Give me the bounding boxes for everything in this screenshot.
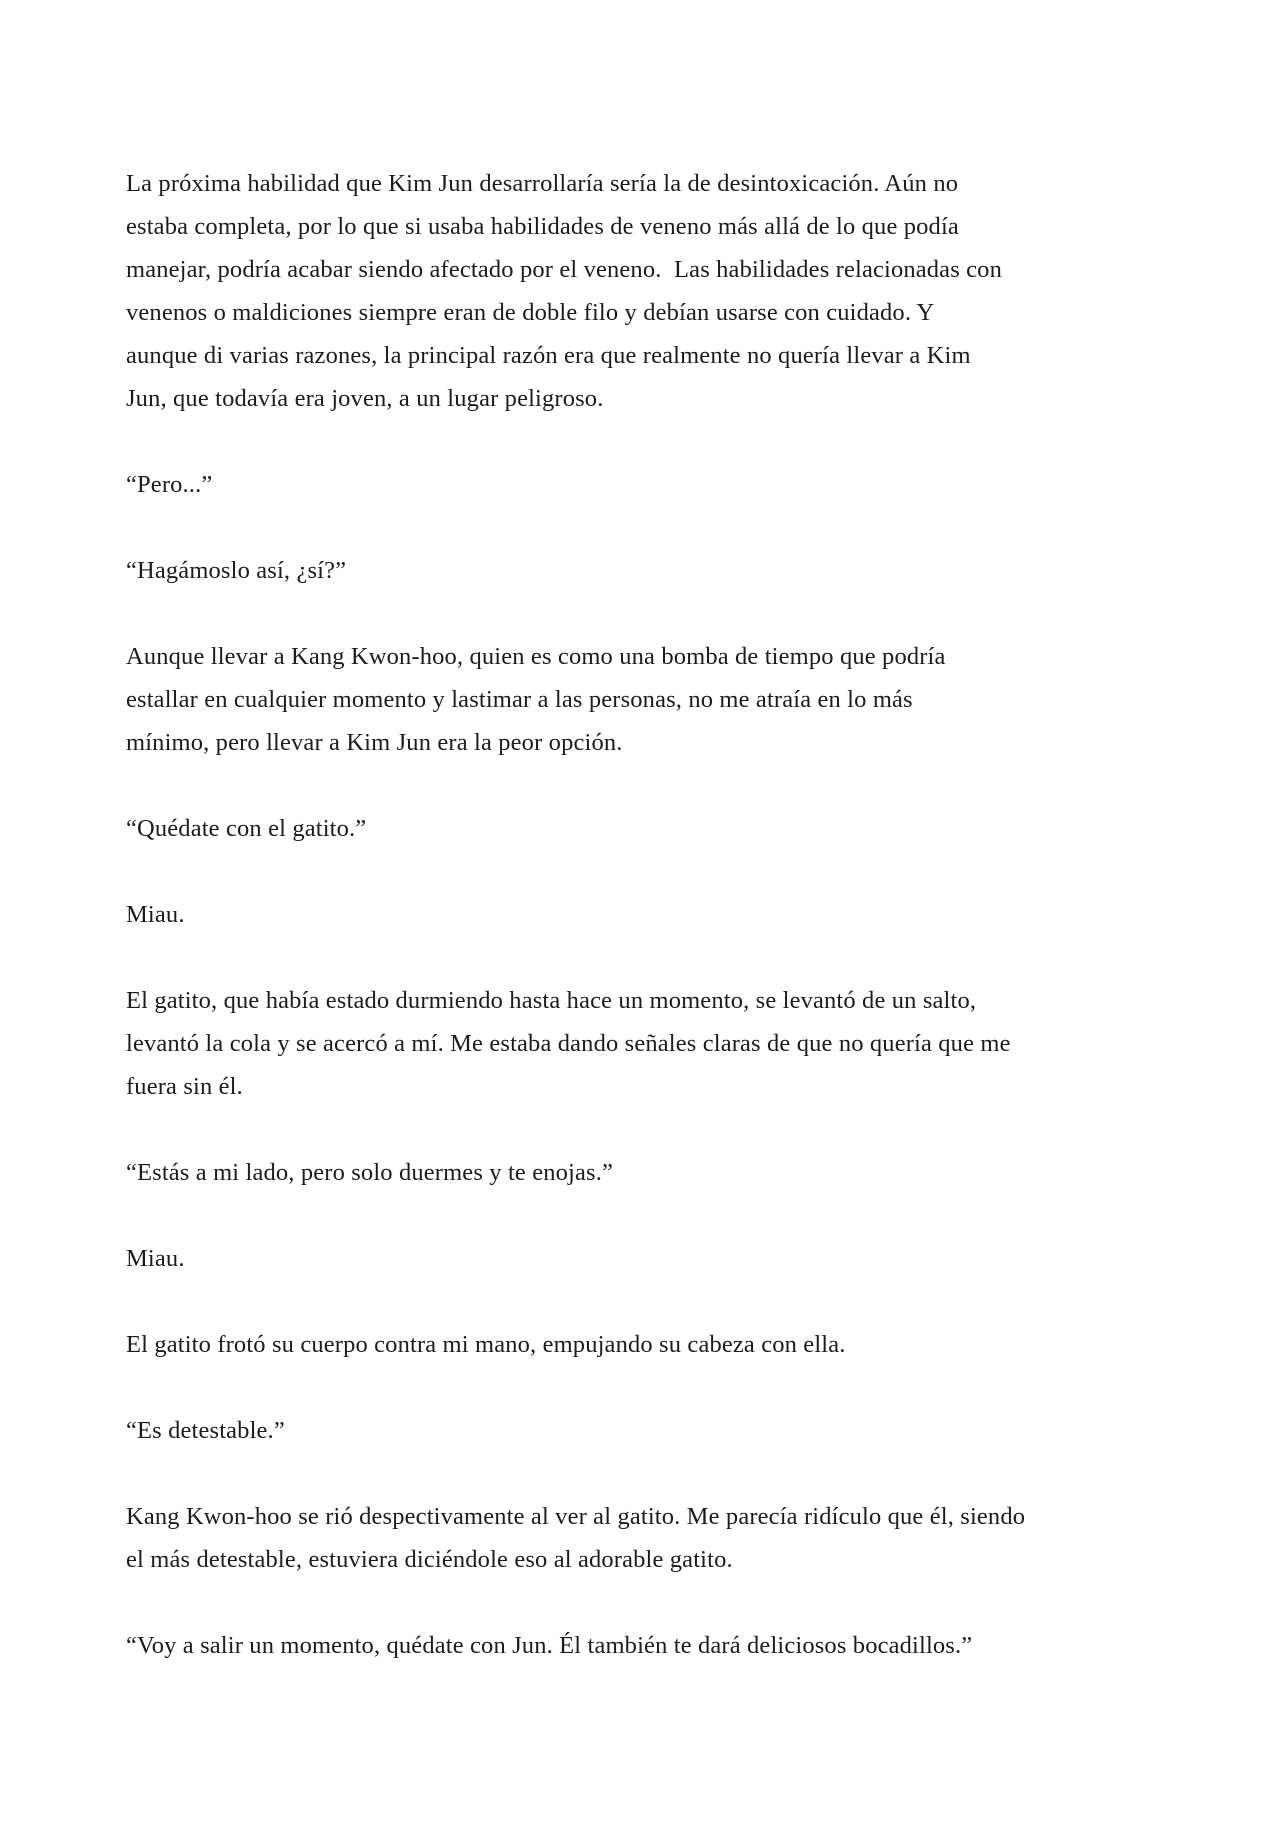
text-line: “Es detestable.” [126,1417,285,1444]
sound-effect-paragraph [126,893,1166,936]
narration-paragraph [126,635,1166,764]
text-line: estaba completa, por lo que si usaba habilidades de veneno más allá de lo que podía [126,213,959,240]
text-line: “Estás a mi lado, pero solo duermes y te enojas.” [126,1159,614,1186]
text-line: aunque di varias razones, la principal razón era que realmente no quería llevar a Kim [126,342,971,369]
text-line: venenos o maldiciones siempre eran de doble filo y debían usarse con cuidado. Y [126,299,935,326]
text-line: Miau. [126,1245,185,1272]
dialogue-paragraph [126,463,1166,506]
text-line: Aunque llevar a Kang Kwon-hoo, quien es como una bomba de tiempo que podría [126,643,946,670]
text-line: el más detestable, estuviera diciéndole eso al adorable gatito. [126,1546,733,1573]
text-line: Kang Kwon-hoo se rió despectivamente al ver al gatito. Me parecía ridículo que él, siendo [126,1503,1026,1530]
narration-paragraph [126,979,1166,1108]
dialogue-paragraph [126,1624,1166,1667]
dialogue-paragraph [126,1151,1166,1194]
narration-paragraph [126,1495,1166,1581]
text-line: estallar en cualquier momento y lastimar a las personas, no me atraía en lo más [126,686,913,713]
text-line: levantó la cola y se acercó a mí. Me estaba dando señales claras de que no quería que me [126,1030,1011,1057]
text-line: manejar, podría acabar siendo afectado por el veneno. Las habilidades relacionadas con [126,256,1002,283]
text-line: “Hagámoslo así, ¿sí?” [126,557,347,584]
dialogue-paragraph [126,549,1166,592]
text-line: El gatito, que había estado durmiendo hasta hace un momento, se levantó de un salto, [126,987,977,1014]
text-line: “Voy a salir un momento, quédate con Jun. Él también te dará deliciosos bocadillos.” [126,1632,973,1659]
text-line: fuera sin él. [126,1073,243,1100]
dialogue-paragraph [126,807,1166,850]
narration-paragraph [126,162,1166,420]
document-body [126,162,1166,1710]
sound-effect-paragraph [126,1237,1166,1280]
text-line: La próxima habilidad que Kim Jun desarrollaría sería la de desintoxicación. Aún no [126,170,959,197]
narration-paragraph [126,1323,1166,1366]
text-line: Miau. [126,901,185,928]
text-line: Jun, que todavía era joven, a un lugar peligroso. [126,385,604,412]
text-line: “Pero...” [126,471,213,498]
text-line: El gatito frotó su cuerpo contra mi mano, empujando su cabeza con ella. [126,1331,846,1358]
dialogue-paragraph [126,1409,1166,1452]
text-line: mínimo, pero llevar a Kim Jun era la peor opción. [126,729,623,756]
text-line: “Quédate con el gatito.” [126,815,367,842]
